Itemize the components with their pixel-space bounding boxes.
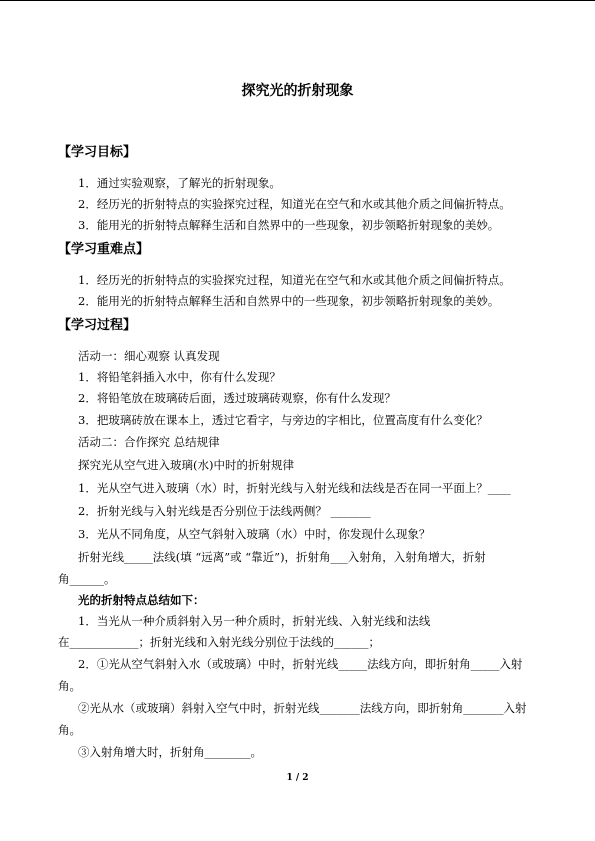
goal-item: 1．通过实验观察，了解光的折射现象。 (78, 176, 281, 190)
goal-item: 3．能用光的折射特点解释生活和自然界中的一些现象，初步领略折射现象的美妙。 (78, 218, 500, 232)
process-line: 2．将铅笔放在玻璃砖后面，透过玻璃砖观察，你有什么发现？ (78, 391, 396, 405)
section-heading-process: 【学习过程】 (58, 318, 137, 333)
process-line: 探究光从空气进入玻璃(水)中时的折射规律 (78, 458, 294, 472)
summary-heading: 光的折射特点总结如下： (78, 593, 205, 607)
summary-line: ③入射角增大时，折射角________。 (78, 745, 262, 759)
process-line: 3．光从不同角度，从空气斜射入玻璃（水）中时，你发现什么现象？ (78, 527, 431, 541)
section-heading-key-points: 【学习重难点】 (58, 242, 150, 257)
process-line: 1．将铅笔斜插入水中，你有什么发现？ (78, 370, 281, 384)
process-line: 3．把玻璃砖放在课本上，透过它看字，与旁边的字相比，位置高度有什么变化？ (78, 413, 488, 427)
summary-line: 1．当光从一种介质斜射入另一种介质时，折射光线、入射光线和法线 (78, 614, 431, 628)
top-border-line (0, 0, 595, 1)
key-point-item: 2．能用光的折射特点解释生活和自然界中的一些现象，初步领略折射现象的美妙。 (78, 294, 500, 308)
page-number: 1 / 2 (286, 773, 309, 783)
summary-line: 角。 (58, 679, 81, 693)
goal-item: 2．经历光的折射特点的实验探究过程，知道光在空气和水或其他介质之间偏折特点。 (78, 197, 511, 211)
summary-line: 角。 (58, 723, 81, 737)
summary-line: 2．①光从空气斜射入水（或玻璃）中时，折射光线_____法线方向，即折射角_____入射 (78, 657, 523, 671)
page-title: 探究光的折射现象 (241, 83, 354, 99)
summary-line: ②光从水（或玻璃）斜射入空气中时，折射光线_______法线方向，即折射角_______入射 (78, 701, 527, 715)
process-line: 折射光线_____法线(填 “远离”或 “靠近”)，折射角___入射角，入射角增大，折射 (78, 550, 486, 564)
process-line: 活动一：细心观察 认真发现 (78, 349, 220, 363)
process-line: 角______。 (58, 572, 116, 586)
process-line: 1．光从空气进入玻璃（水）时，折射光线与入射光线和法线是否在同一平面上？____ (78, 481, 511, 495)
process-line: 2．折射光线与入射光线是否分别位于法线两侧？ _______ (78, 504, 371, 518)
process-line: 活动二：合作探究 总结规律 (78, 435, 220, 449)
section-heading-goals: 【学习目标】 (58, 145, 137, 160)
key-point-item: 1．经历光的折射特点的实验探究过程，知道光在空气和水或其他介质之间偏折特点。 (78, 273, 511, 287)
summary-line: 在____________；折射光线和入射光线分别位于法线的______； (58, 635, 380, 649)
